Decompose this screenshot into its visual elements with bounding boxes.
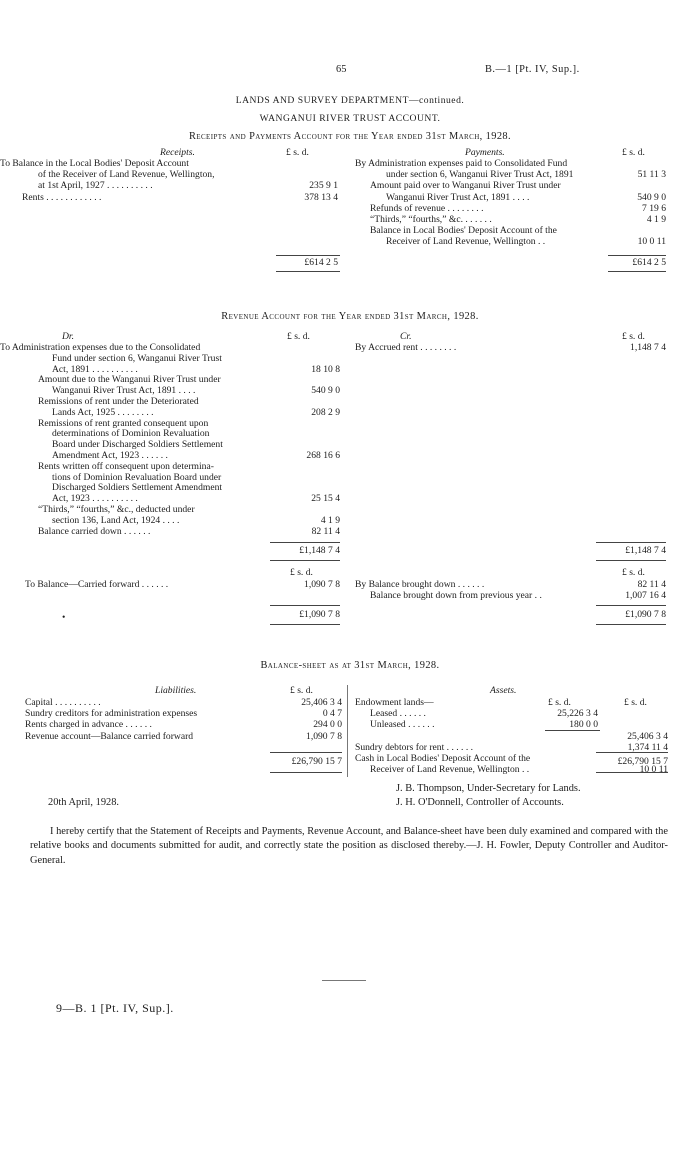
carry-forward-label: To Balance—Carried forward . . . . . . <box>25 579 169 590</box>
carry-right-column-header: £ s. d. <box>622 567 645 578</box>
receipts-column-header: £ s. d. <box>286 147 309 158</box>
carry-forward-amount: 1,090 7 8 <box>304 579 340 590</box>
debit-row-amount: 18 10 8 <box>311 363 340 375</box>
debit-row-label: Discharged Soldiers Settlement Amendment <box>52 482 223 494</box>
receipt-row-label: To Balance in the Local Bodies' Deposit Account <box>0 158 189 169</box>
debit-total: £1,148 7 4 <box>299 545 340 556</box>
carry-left-total: £1,090 7 8 <box>299 609 340 620</box>
carry-left-column-header: £ s. d. <box>290 567 313 578</box>
stray-mark: • <box>62 612 66 623</box>
account-title: WANGANUI RIVER TRUST ACCOUNT. <box>259 113 441 124</box>
carry-right-total: £1,090 7 8 <box>625 609 666 620</box>
liability-row-label: Sundry creditors for administration expenses <box>25 708 198 720</box>
payments-total: £614 2 5 <box>632 257 666 268</box>
debit-row-label: Wanganui River Trust Act, 1891 . . . . <box>52 385 196 397</box>
asset-row-label: Sundry debtors for rent . . . . . . <box>355 741 474 753</box>
debit-row-label: section 136, Land Act, 1924 . . . . <box>52 514 180 526</box>
brought-down-row-label: Balance brought down from previous year . . <box>370 590 542 602</box>
assets-inner-column-header: £ s. d. <box>548 697 571 708</box>
debit-row-label: Amendment Act, 1923 . . . . . . <box>52 450 168 461</box>
asset-row-label: Endowment lands— <box>355 697 434 708</box>
debit-row-amount: 4 1 9 <box>320 514 340 526</box>
payment-row-label: Receiver of Land Revenue, Wellington . . <box>386 236 546 248</box>
asset-row-amount: 1,374 11 4 <box>627 741 668 753</box>
department-title: LANDS AND SURVEY DEPARTMENT—continued. <box>235 95 465 106</box>
receipt-row-amount: 378 13 4 <box>304 191 338 203</box>
liabilities-total: £26,790 15 7 <box>291 756 342 767</box>
credit-row-label: By Accrued rent . . . . . . . . <box>355 342 457 353</box>
liability-row-amount: 294 0 0 <box>313 719 342 731</box>
liability-row-amount: 25,406 3 4 <box>301 697 342 708</box>
payment-row-label: Amount paid over to Wanganui River Trust under <box>370 180 561 192</box>
debit-row-label: Remissions of rent granted consequent upon <box>38 417 209 429</box>
debit-row-amount: 208 2 9 <box>311 406 340 418</box>
debit-row-label: Remissions of rent under the Deteriorated <box>38 396 199 407</box>
debit-row-label: tions of Dominion Revaluation Board under <box>52 471 222 483</box>
receipts-heading: Receipts. <box>160 147 195 158</box>
receipts-total: £614 2 5 <box>304 257 338 268</box>
signature-under-secretary: J. B. Thompson, Under-Secretary for Lands. <box>396 783 581 794</box>
payment-row-label: under section 6, Wanganui River Trust Act, 1891 <box>386 169 574 181</box>
asset-row-label: Cash in Local Bodies' Deposit Account of the <box>355 753 531 764</box>
payment-row-label: Refunds of revenue . . . . . . . . <box>370 202 484 214</box>
liability-row-label: Rents charged in advance . . . . . . <box>25 719 152 731</box>
liability-row-amount: 0 4 7 <box>322 708 342 720</box>
debit-column-header: £ s. d. <box>287 331 310 342</box>
balance-sheet-title: Balance-sheet as at 31st March, 1928. <box>260 660 440 671</box>
asset-row-amount: 10 0 11 <box>639 764 668 776</box>
receipts-payments-title: Receipts and Payments Account for the Year ended 31st March, 1928. <box>188 131 512 142</box>
credit-column-header: £ s. d. <box>622 331 645 342</box>
asset-row-amount: 25,406 3 4 <box>627 730 668 742</box>
payments-heading: Payments. <box>465 147 505 158</box>
assets-heading: Assets. <box>490 685 517 696</box>
asset-row-label: Leased . . . . . . <box>370 708 426 720</box>
document-reference: B.—1 [Pt. IV, Sup.]. <box>485 64 580 75</box>
asset-row-subamount: 25,226 3 4 <box>557 708 598 720</box>
debit-row-amount: 25 15 4 <box>311 493 340 505</box>
liability-row-label: Revenue account—Balance carried forward <box>25 730 194 742</box>
payment-row-label: By Administration expenses paid to Consolidated Fund <box>355 158 568 169</box>
payment-row-amount: 4 1 9 <box>646 214 666 225</box>
credit-heading: Cr. <box>400 331 412 342</box>
asset-row-label: Unleased . . . . . . <box>370 719 435 731</box>
debit-heading: Dr. <box>62 331 74 342</box>
assets-total: £26,790 15 7 <box>617 756 668 767</box>
brought-down-row-label: By Balance brought down . . . . . . <box>355 579 485 590</box>
debit-row-label: Act, 1891 . . . . . . . . . . <box>52 363 138 375</box>
brought-down-row-amount: 1,007 16 4 <box>625 590 666 602</box>
payment-row-amount: 7 19 6 <box>642 202 666 214</box>
debit-row-label: Fund under section 6, Wanganui River Trust <box>52 352 222 364</box>
payment-row-amount: 540 9 0 <box>637 191 666 203</box>
page-number: 65 <box>336 64 347 75</box>
payment-row-amount: 10 0 11 <box>637 236 666 248</box>
asset-row-subamount: 180 0 0 <box>569 719 598 731</box>
receipt-row-label: at 1st April, 1927 . . . . . . . . . . <box>38 180 153 192</box>
debit-row-label: To Administration expenses due to the Consolidated <box>0 342 201 353</box>
assets-column-header: £ s. d. <box>624 697 647 708</box>
liabilities-column-header: £ s. d. <box>290 685 313 696</box>
signature-mark: 9—B. 1 [Pt. IV, Sup.]. <box>56 1001 174 1015</box>
liabilities-heading: Liabilities. <box>155 685 197 696</box>
debit-row-amount: 268 16 6 <box>306 450 340 461</box>
receipt-row-label: Rents . . . . . . . . . . . . <box>22 191 102 203</box>
brought-down-row-amount: 82 11 4 <box>637 579 666 590</box>
asset-row-label: Receiver of Land Revenue, Wellington . . <box>370 764 530 776</box>
receipt-row-label: of the Receiver of Land Revenue, Wellington, <box>38 169 215 181</box>
credit-row-amount: 1,148 7 4 <box>630 342 666 353</box>
payment-row-amount: 51 11 3 <box>637 169 666 181</box>
debit-row-label: Rents written off consequent upon determina- <box>38 460 214 472</box>
debit-row-label: determinations of Dominion Revaluation <box>52 428 210 440</box>
debit-row-label: Act, 1923 . . . . . . . . . . <box>52 493 138 505</box>
debit-row-amount: 540 9 0 <box>311 385 340 397</box>
audit-certificate: I hereby certify that the Statement of Receipts and Payments, Revenue Account, and Balance-sheet have been duly examined and compared with the relative books and documents submitted for audit, and correctly state the position as disclosed thereby.—J. H. Fowler, Deputy Controller and Auditor-General. <box>30 826 668 866</box>
certification-date: 20th April, 1928. <box>48 797 120 808</box>
debit-row-label: Amount due to the Wanganui River Trust under <box>38 374 221 386</box>
payment-row-label: Wanganui River Trust Act, 1891 . . . . <box>386 191 530 203</box>
debit-row-amount: 82 11 4 <box>311 525 340 537</box>
liability-row-label: Capital . . . . . . . . . . <box>25 697 101 708</box>
payments-column-header: £ s. d. <box>622 147 645 158</box>
debit-row-label: Board under Discharged Soldiers Settlement <box>52 439 223 451</box>
receipt-row-amount: 235 9 1 <box>309 180 338 192</box>
debit-row-label: Balance carried down . . . . . . <box>38 525 151 537</box>
payment-row-label: “Thirds,” “fourths,” &c. . . . . . . <box>370 214 492 225</box>
credit-total: £1,148 7 4 <box>625 545 666 556</box>
signature-controller: J. H. O'Donnell, Controller of Accounts. <box>396 797 564 808</box>
debit-row-label: “Thirds,” “fourths,” &c., deducted under <box>38 504 195 515</box>
payment-row-label: Balance in Local Bodies' Deposit Account of the <box>370 225 557 237</box>
revenue-account-title: Revenue Account for the Year ended 31st March, 1928. <box>221 311 479 322</box>
liability-row-amount: 1,090 7 8 <box>306 730 342 742</box>
debit-row-label: Lands Act, 1925 . . . . . . . . <box>52 406 154 418</box>
